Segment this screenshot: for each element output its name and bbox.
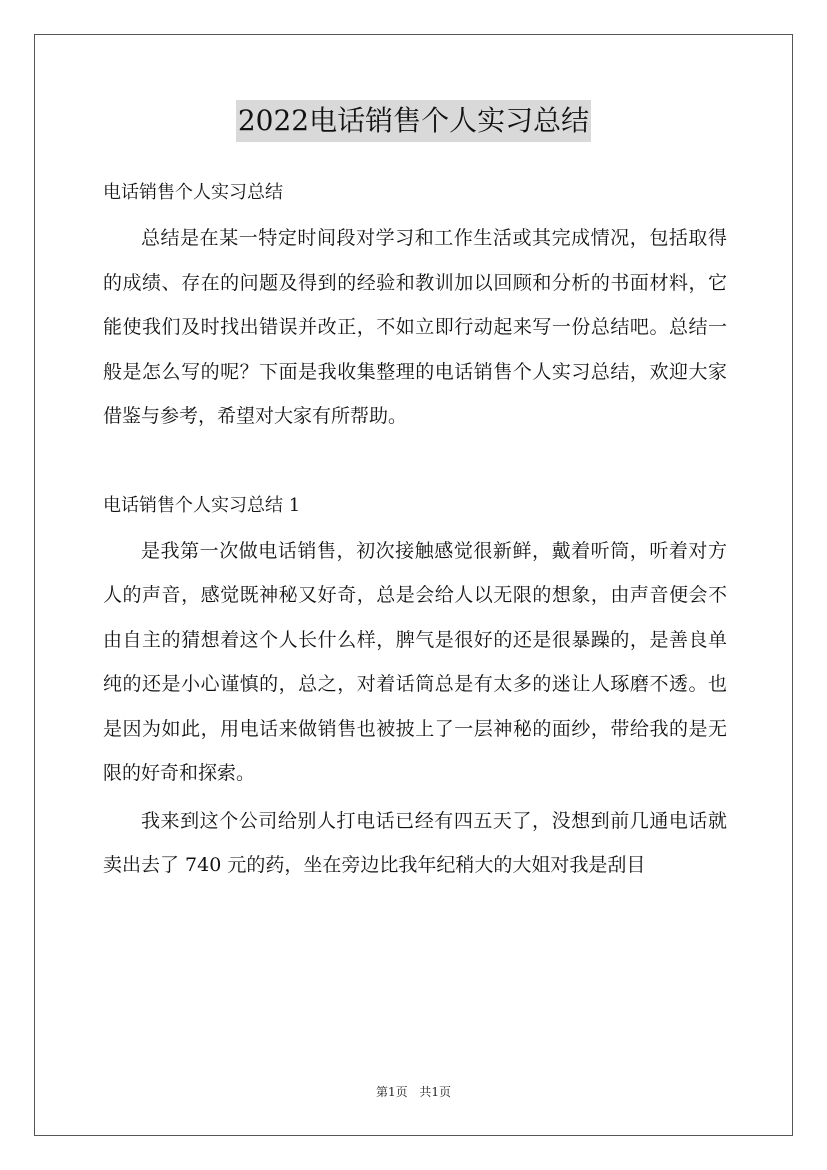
intro-paragraph: 总结是在某一特定时间段对学习和工作生活或其完成情况，包括取得的成绩、存在的问题及得到的经验和教训加以回顾和分析的书面材料，它能使我们及时找出错误并改正，不如立即行动起来写一份总结吧。总结一般是怎么写的呢？下面是我收集整理的电话销售个人实习总结，欢迎大家借鉴与参考，希望对大家有所帮助。 xyxy=(103,227,727,427)
section-heading-summary-1: 电话销售个人实习总结 1 xyxy=(103,494,301,516)
page-total: 共1页 xyxy=(419,1085,452,1099)
summary-1-paragraph-2: 我来到这个公司给别人打电话已经有四五天了，没想到前几通电话就卖出去了 740 元的药，坐在旁边比我年纪稍大的大姐对我是刮目 xyxy=(103,809,727,876)
document-title: 2022电话销售个人实习总结 xyxy=(236,100,591,142)
document-body xyxy=(103,170,727,888)
section-heading-intro: 电话销售个人实习总结 xyxy=(103,182,283,203)
page-number: 第1页 xyxy=(375,1085,408,1099)
page-footer xyxy=(0,1084,827,1100)
title-wrap xyxy=(0,100,827,142)
summary-1-paragraph-1: 是我第一次做电话销售，初次接触感觉很新鲜，戴着听筒，听着对方人的声音，感觉既神秘又好奇，总是会给人以无限的想象，由声音便会不由自主的猜想着这个人长什么样，脾气是很好的还是很暴躁的，是善良单纯的还是小心谨慎的，总之，对着话筒总是有太多的迷让人琢磨不透。也是因为如此，用电话来做销售也被披上了一层神秘的面纱，带给我的是无限的好奇和探索。 xyxy=(103,539,727,784)
